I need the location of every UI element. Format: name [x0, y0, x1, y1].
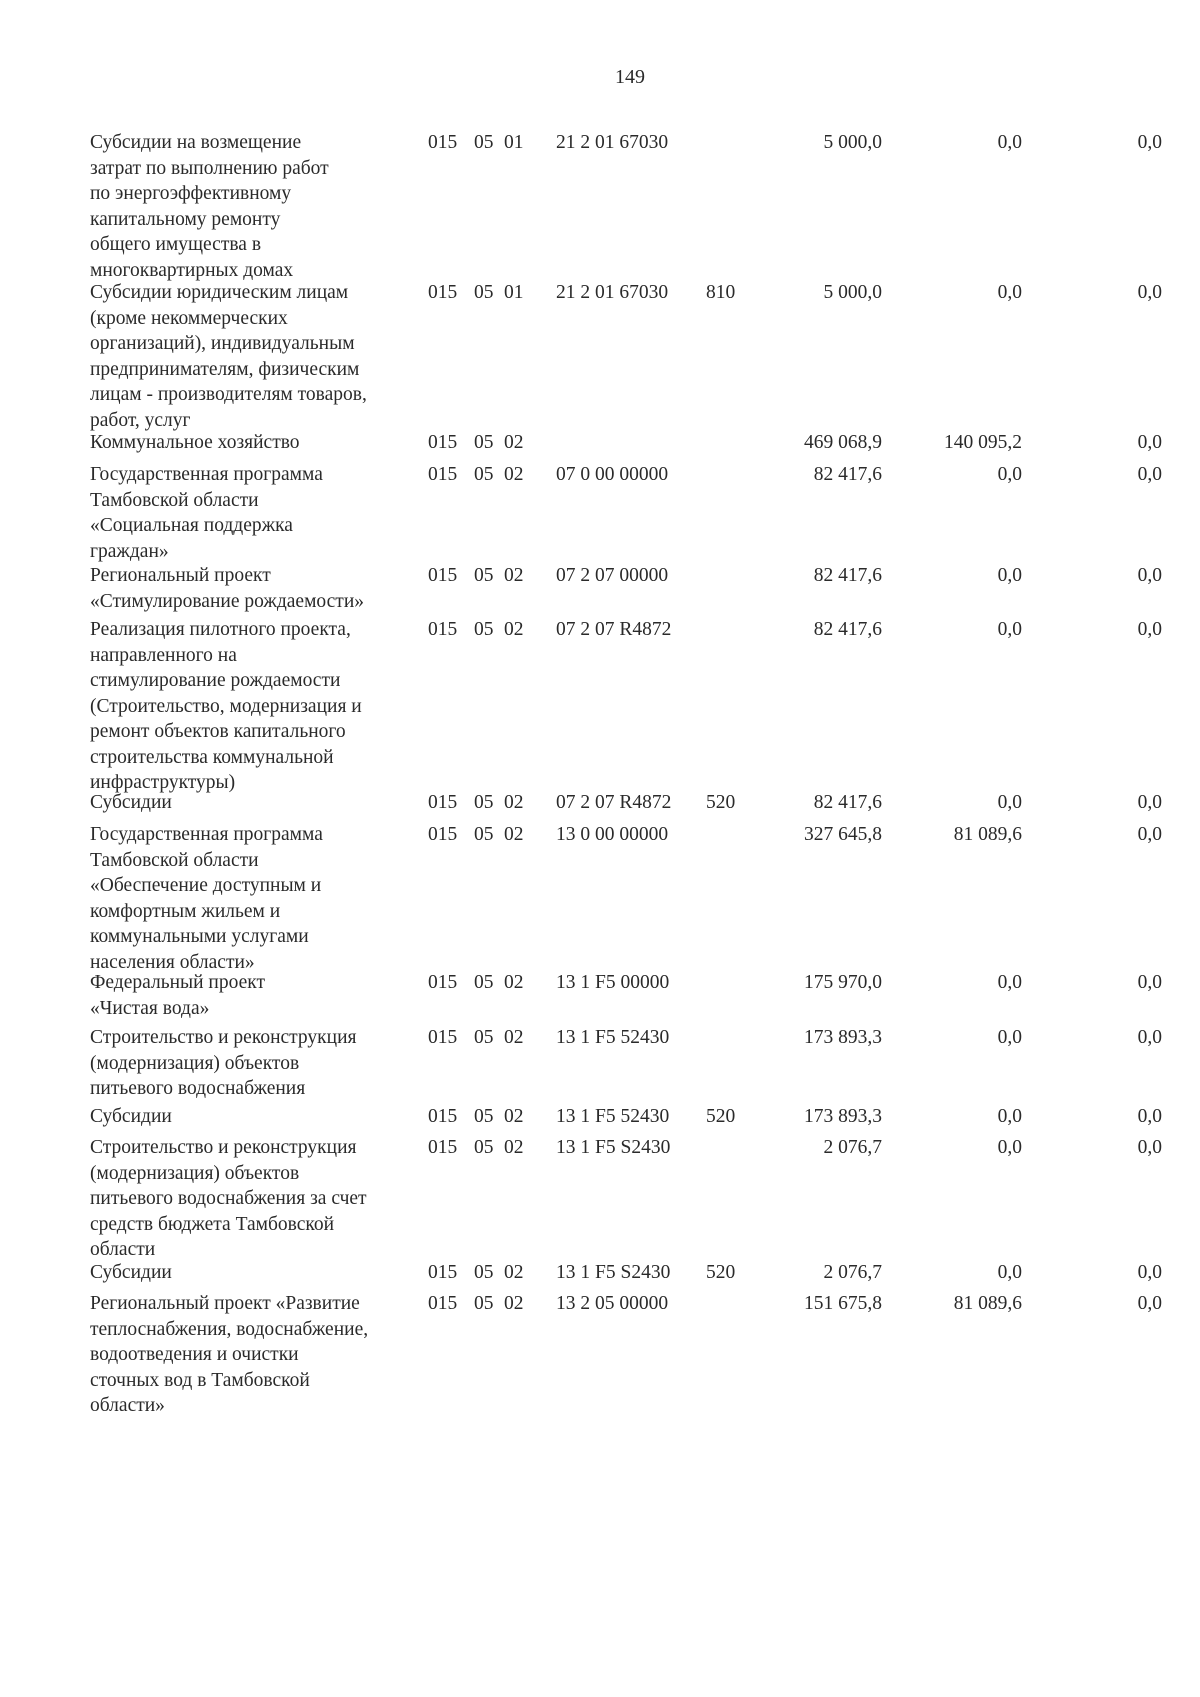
- row-amount-1: 327 645,8: [804, 824, 882, 845]
- row-amount-3: 0,0: [1137, 1137, 1162, 1158]
- row-pr-code: 01: [504, 132, 524, 153]
- row-cs-code: 07 2 07 R4872: [556, 792, 672, 813]
- row-amount-2: 0,0: [997, 619, 1022, 640]
- row-name: Строительство и реконструкция (модернизация) объектов питьевого водоснабжения за счет средств бюджета Тамбовской области: [90, 1137, 367, 1260]
- row-name: Государственная программа Тамбовской области «Обеспечение доступным и комфортным жильем и коммунальными услугами населения области»: [90, 824, 323, 973]
- row-gr-code: 015: [428, 1106, 458, 1127]
- row-pr-code: 02: [504, 1262, 524, 1283]
- row-amount-3: 0,0: [1137, 565, 1162, 586]
- page-number: 149: [615, 66, 645, 88]
- row-amount-3: 0,0: [1137, 824, 1162, 845]
- row-gr-code: 015: [428, 132, 458, 153]
- row-rz-code: 05: [474, 1027, 494, 1048]
- row-gr-code: 015: [428, 565, 458, 586]
- row-name: Субсидии: [90, 1262, 172, 1283]
- row-pr-code: 02: [504, 1293, 524, 1314]
- row-gr-code: 015: [428, 1293, 458, 1314]
- row-amount-1: 5 000,0: [823, 132, 882, 153]
- row-name: Реализация пилотного проекта, направленного на стимулирование рождаемости (Строительство, модернизация и ремонт объектов капитального строительства коммунальной инфраструктуры): [90, 619, 362, 793]
- row-rz-code: 05: [474, 432, 494, 453]
- row-rz-code: 05: [474, 972, 494, 993]
- row-amount-1: 2 076,7: [823, 1137, 882, 1158]
- row-name: Субсидии: [90, 792, 172, 813]
- row-amount-3: 0,0: [1137, 619, 1162, 640]
- row-pr-code: 02: [504, 972, 524, 993]
- row-amount-3: 0,0: [1137, 1106, 1162, 1127]
- row-amount-1: 173 893,3: [804, 1027, 882, 1048]
- row-cs-code: 21 2 01 67030: [556, 132, 669, 153]
- row-gr-code: 015: [428, 432, 458, 453]
- row-cs-code: 07 0 00 00000: [556, 464, 669, 485]
- row-gr-code: 015: [428, 619, 458, 640]
- row-rz-code: 05: [474, 619, 494, 640]
- row-gr-code: 015: [428, 464, 458, 485]
- row-gr-code: 015: [428, 1262, 458, 1283]
- row-amount-2: 0,0: [997, 282, 1022, 303]
- row-rz-code: 05: [474, 1293, 494, 1314]
- row-vr-code: 520: [706, 1262, 736, 1283]
- row-amount-1: 173 893,3: [804, 1106, 882, 1127]
- row-name: Региональный проект «Развитие теплоснабжения, водоснабжение, водоотведения и очистки сточных вод в Тамбовской области»: [90, 1293, 369, 1416]
- row-amount-3: 0,0: [1137, 432, 1162, 453]
- row-cs-code: 07 2 07 R4872: [556, 619, 672, 640]
- row-name: Региональный проект «Стимулирование рождаемости»: [90, 565, 365, 612]
- row-amount-2: 0,0: [997, 1027, 1022, 1048]
- row-amount-1: 82 417,6: [813, 565, 882, 586]
- row-amount-2: 81 089,6: [953, 1293, 1022, 1314]
- row-amount-2: 140 095,2: [944, 432, 1022, 453]
- row-name: Федеральный проект «Чистая вода»: [90, 972, 265, 1019]
- row-amount-1: 82 417,6: [813, 464, 882, 485]
- row-gr-code: 015: [428, 282, 458, 303]
- row-rz-code: 05: [474, 132, 494, 153]
- row-gr-code: 015: [428, 824, 458, 845]
- row-cs-code: 21 2 01 67030: [556, 282, 669, 303]
- row-cs-code: 13 1 F5 S2430: [556, 1137, 671, 1158]
- row-gr-code: 015: [428, 792, 458, 813]
- row-amount-2: 0,0: [997, 1106, 1022, 1127]
- row-rz-code: 05: [474, 792, 494, 813]
- row-pr-code: 02: [504, 1027, 524, 1048]
- row-amount-1: 82 417,6: [813, 619, 882, 640]
- row-rz-code: 05: [474, 565, 494, 586]
- row-name: Государственная программа Тамбовской области «Социальная поддержка граждан»: [90, 464, 323, 562]
- row-amount-3: 0,0: [1137, 792, 1162, 813]
- row-pr-code: 02: [504, 792, 524, 813]
- row-amount-1: 5 000,0: [823, 282, 882, 303]
- row-gr-code: 015: [428, 972, 458, 993]
- row-cs-code: 13 1 F5 S2430: [556, 1262, 671, 1283]
- row-amount-3: 0,0: [1137, 1027, 1162, 1048]
- row-pr-code: 02: [504, 619, 524, 640]
- row-name: Коммунальное хозяйство: [90, 432, 300, 453]
- row-amount-1: 151 675,8: [804, 1293, 882, 1314]
- row-rz-code: 05: [474, 824, 494, 845]
- row-amount-2: 0,0: [997, 565, 1022, 586]
- row-rz-code: 05: [474, 1262, 494, 1283]
- row-cs-code: 13 2 05 00000: [556, 1293, 669, 1314]
- row-amount-2: 0,0: [997, 464, 1022, 485]
- row-vr-code: 520: [706, 792, 736, 813]
- row-rz-code: 05: [474, 282, 494, 303]
- row-amount-1: 2 076,7: [823, 1262, 882, 1283]
- row-pr-code: 02: [504, 1137, 524, 1158]
- row-amount-3: 0,0: [1137, 464, 1162, 485]
- row-amount-1: 469 068,9: [804, 432, 882, 453]
- row-rz-code: 05: [474, 1106, 494, 1127]
- row-amount-2: 81 089,6: [953, 824, 1022, 845]
- row-pr-code: 01: [504, 282, 524, 303]
- row-vr-code: 810: [706, 282, 736, 303]
- row-cs-code: 13 1 F5 00000: [556, 972, 670, 993]
- row-amount-3: 0,0: [1137, 972, 1162, 993]
- row-amount-1: 82 417,6: [813, 792, 882, 813]
- row-amount-3: 0,0: [1137, 1262, 1162, 1283]
- row-cs-code: 13 1 F5 52430: [556, 1027, 670, 1048]
- row-amount-3: 0,0: [1137, 132, 1162, 153]
- row-cs-code: 13 0 00 00000: [556, 824, 669, 845]
- row-rz-code: 05: [474, 1137, 494, 1158]
- row-name: Субсидии на возмещение затрат по выполнению работ по энергоэффективному капитальному ремонту общего имущества в многоквартирных домах: [90, 132, 329, 281]
- row-amount-2: 0,0: [997, 132, 1022, 153]
- row-amount-3: 0,0: [1137, 282, 1162, 303]
- row-amount-2: 0,0: [997, 1262, 1022, 1283]
- row-pr-code: 02: [504, 1106, 524, 1127]
- row-pr-code: 02: [504, 824, 524, 845]
- row-amount-2: 0,0: [997, 972, 1022, 993]
- row-amount-3: 0,0: [1137, 1293, 1162, 1314]
- row-name: Строительство и реконструкция (модернизация) объектов питьевого водоснабжения: [90, 1027, 357, 1099]
- row-pr-code: 02: [504, 432, 524, 453]
- row-amount-1: 175 970,0: [804, 972, 882, 993]
- row-pr-code: 02: [504, 464, 524, 485]
- row-pr-code: 02: [504, 565, 524, 586]
- row-rz-code: 05: [474, 464, 494, 485]
- row-name: Субсидии: [90, 1106, 172, 1127]
- row-vr-code: 520: [706, 1106, 736, 1127]
- row-amount-2: 0,0: [997, 792, 1022, 813]
- row-cs-code: 07 2 07 00000: [556, 565, 669, 586]
- row-name: Субсидии юридическим лицам (кроме некоммерческих организаций), индивидуальным предпринимателям, физическим лицам - производителям товаров, работ, услуг: [90, 282, 367, 431]
- row-gr-code: 015: [428, 1027, 458, 1048]
- row-gr-code: 015: [428, 1137, 458, 1158]
- row-cs-code: 13 1 F5 52430: [556, 1106, 670, 1127]
- row-amount-2: 0,0: [997, 1137, 1022, 1158]
